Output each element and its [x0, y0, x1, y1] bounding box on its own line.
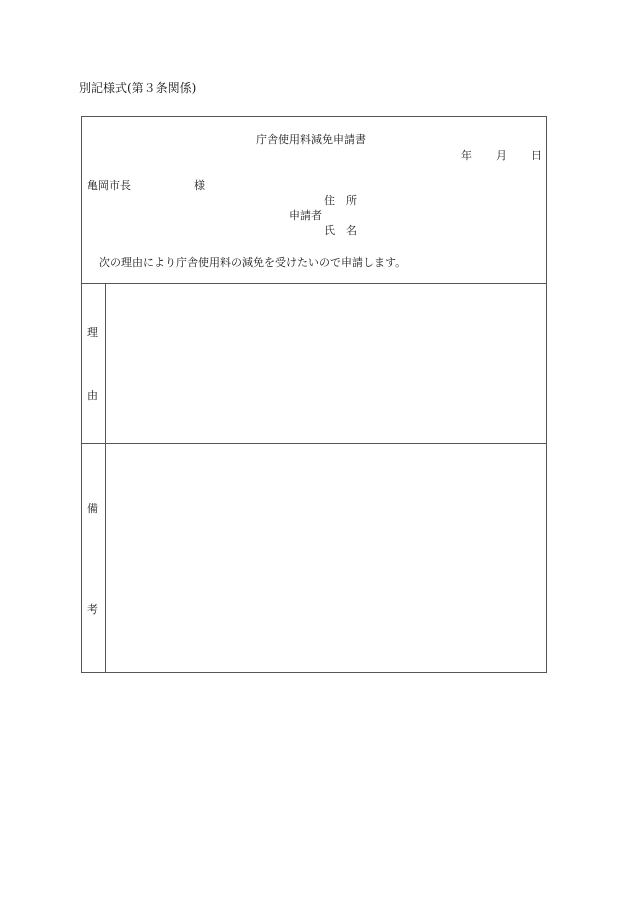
- remarks-label-char-2: 考: [87, 603, 98, 616]
- applicant-label: 申請者: [289, 209, 322, 222]
- date-year-label: 年: [461, 149, 472, 162]
- form-title: 庁舎使用料減免申請書: [256, 133, 366, 146]
- remarks-label-char-1: 備: [87, 502, 98, 515]
- date-month-label: 月: [496, 149, 507, 162]
- reason-label-char-2: 由: [87, 389, 98, 402]
- reason-label-char-1: 理: [87, 326, 98, 339]
- request-statement: 次の理由により庁舎使用料の減免を受けたいので申請します。: [99, 256, 407, 269]
- remarks-entry-area[interactable]: [106, 444, 546, 672]
- name-label: 氏 名: [324, 224, 357, 237]
- date-day-label: 日: [531, 149, 542, 162]
- addressee-name: 亀岡市長: [87, 179, 131, 192]
- addressee-honorific: 様: [194, 179, 205, 192]
- reason-entry-area[interactable]: [106, 284, 546, 442]
- address-label: 住 所: [324, 194, 357, 207]
- form-reference-note: 別記様式(第３条関係): [79, 81, 197, 95]
